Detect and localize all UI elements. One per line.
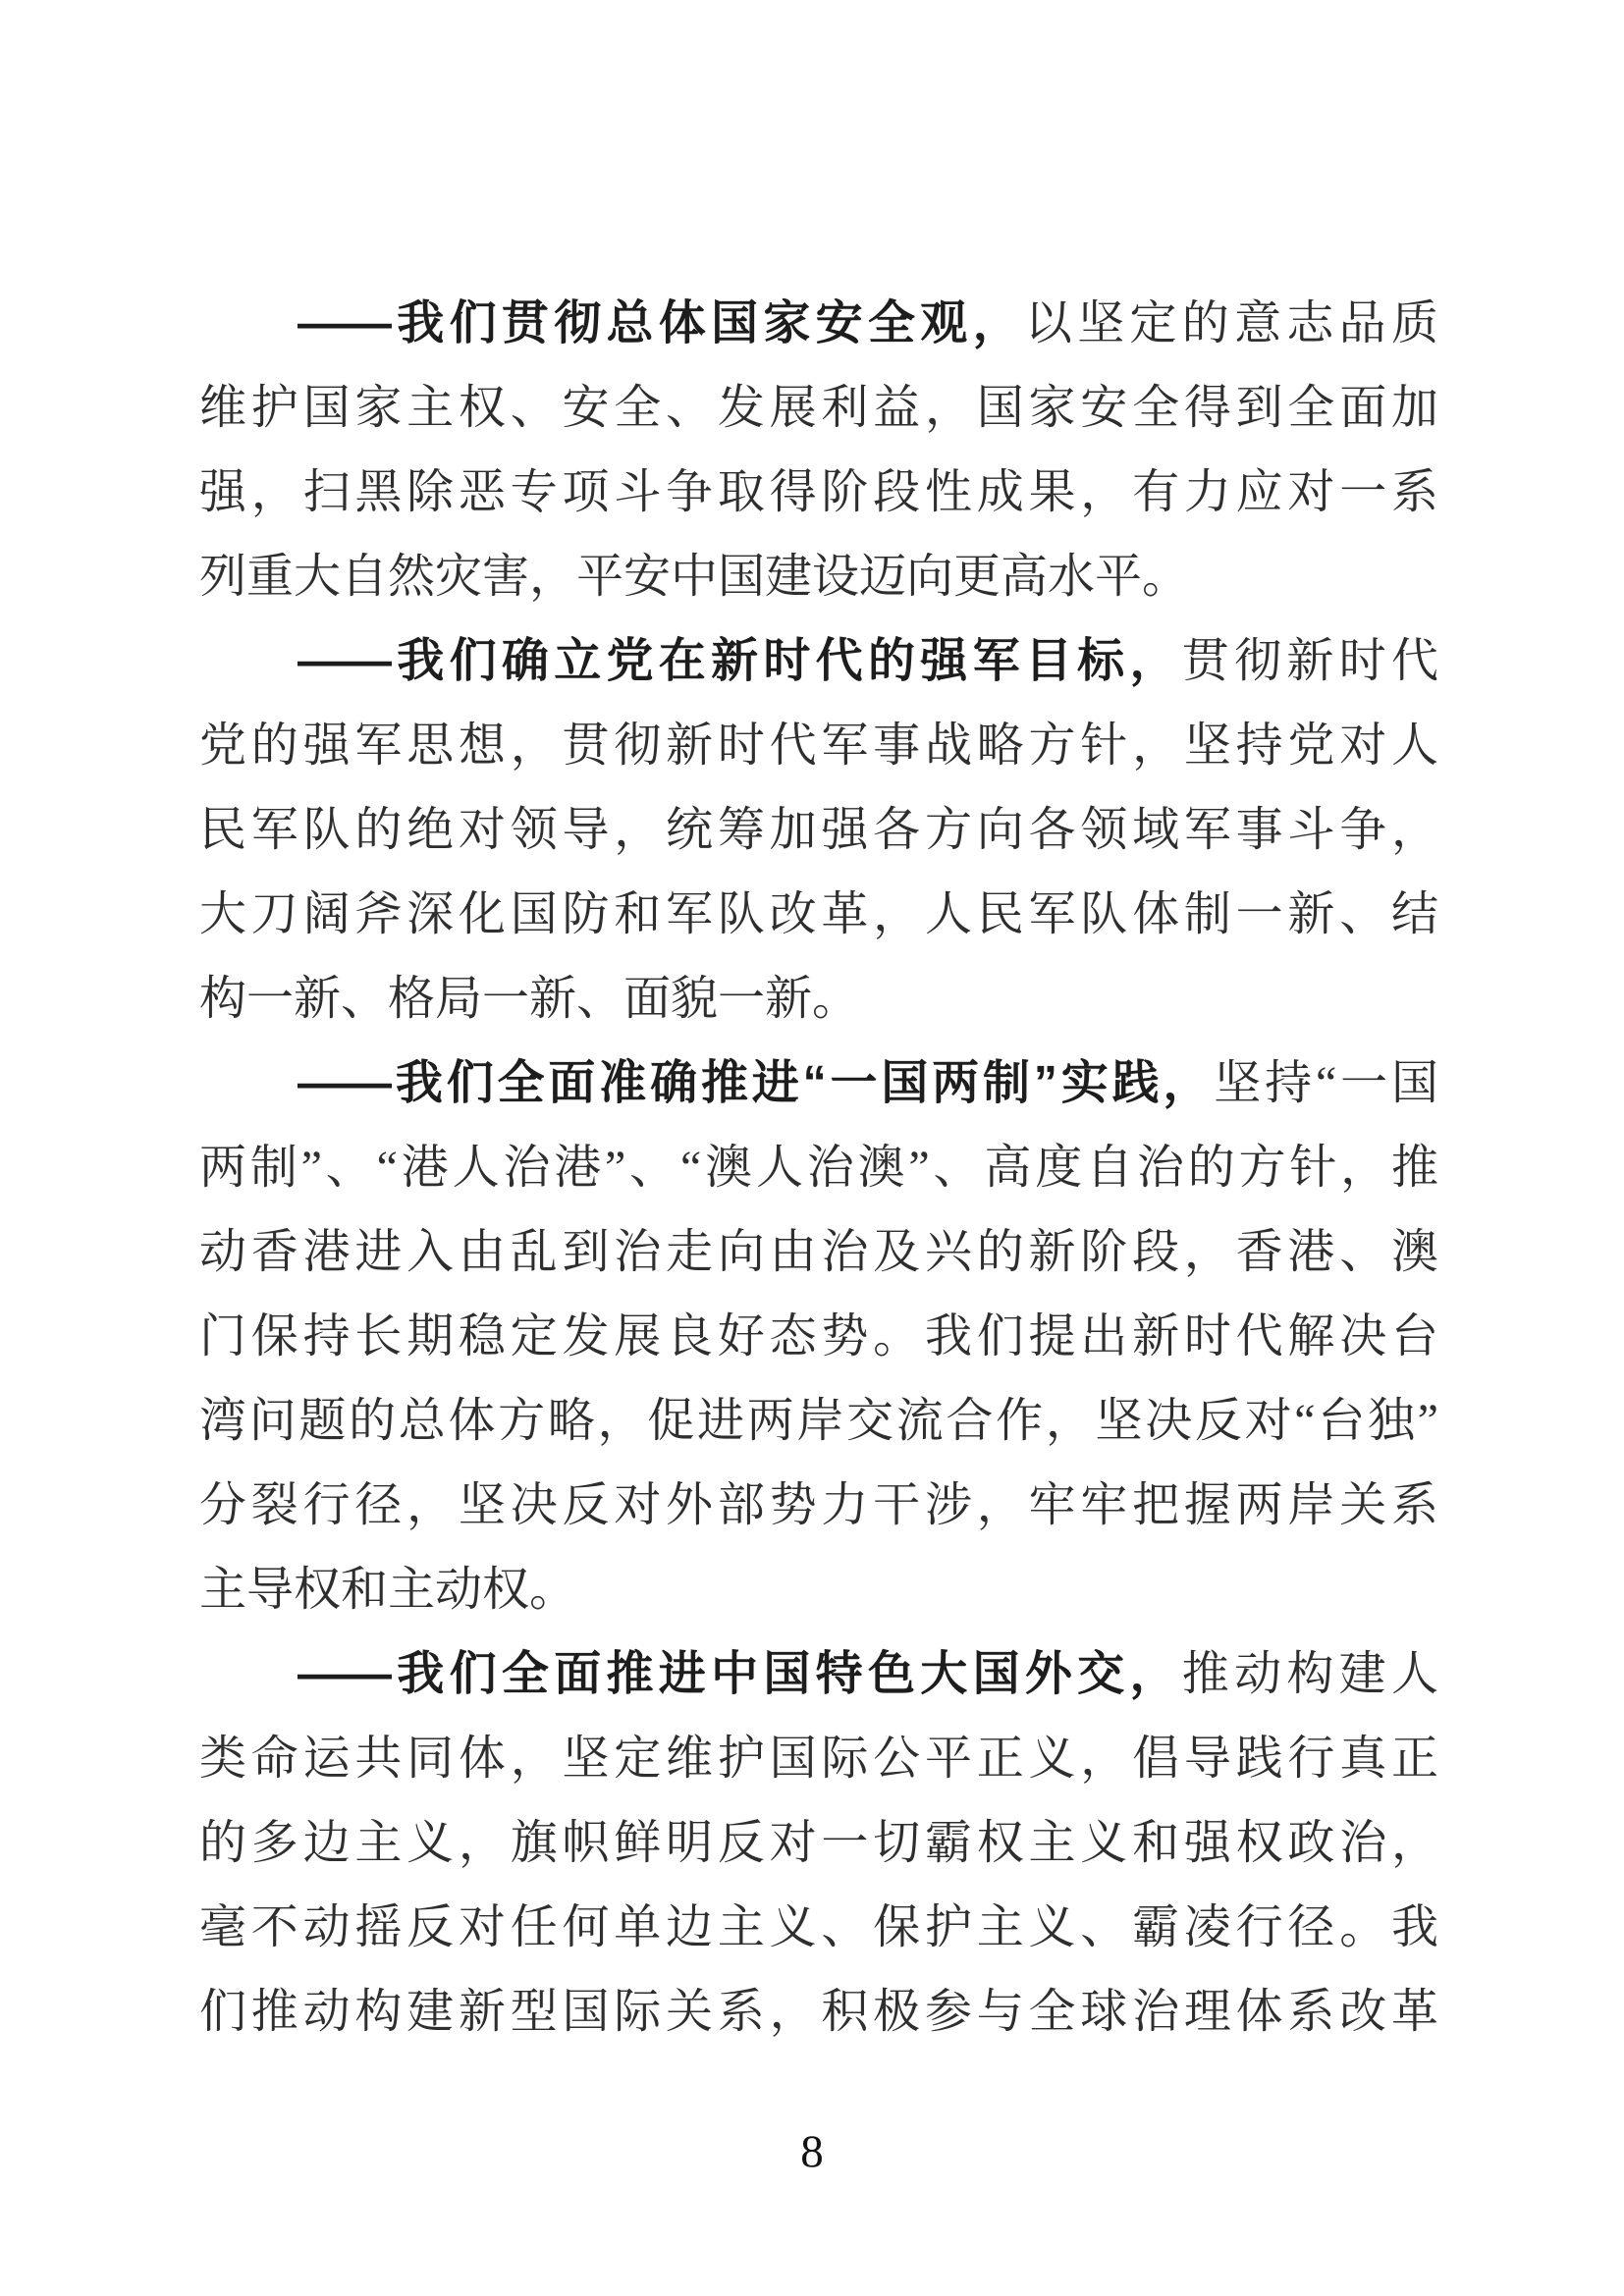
text-line bbox=[199, 1379, 1438, 1464]
text-line bbox=[199, 1717, 1438, 1801]
bold-lead-segment: ——我们全面准确推进“一国两制”实践， bbox=[298, 1057, 1215, 1109]
text-line bbox=[199, 1464, 1438, 1548]
text-line bbox=[199, 957, 1438, 1041]
text-segment: 维护国家主权、安全、发展利益，国家安全得到全面加 bbox=[199, 382, 1438, 434]
text-line bbox=[199, 619, 1438, 704]
text-line bbox=[199, 1801, 1438, 1886]
page-number: 8 bbox=[800, 2126, 824, 2177]
text-segment: 大刀阔斧深化国防和军队改革，人民军队体制一新、结 bbox=[199, 888, 1438, 940]
paragraph bbox=[199, 282, 1438, 619]
text-line bbox=[199, 535, 1438, 619]
text-line bbox=[199, 1210, 1438, 1295]
text-segment: 类命运共同体，坚定维护国际公平正义，倡导践行真正 bbox=[199, 1733, 1438, 1785]
text-segment: 民军队的绝对领导，统筹加强各方向各领域军事斗争， bbox=[199, 804, 1438, 856]
text-line bbox=[199, 1886, 1438, 1970]
bold-lead-segment: ——我们贯彻总体国家安全观， bbox=[298, 297, 1025, 349]
text-segment: 分裂行径，坚决反对外部势力干涉，牢牢把握两岸关系 bbox=[199, 1479, 1438, 1531]
text-line bbox=[199, 451, 1438, 535]
text-segment: 两制”、“港人治港”、“澳人治澳”、高度自治的方针，推 bbox=[199, 1142, 1438, 1194]
text-segment: 贯彻新时代 bbox=[1181, 635, 1438, 687]
text-line bbox=[199, 704, 1438, 788]
text-segment: 强，扫黑除恶专项斗争取得阶段性成果，有力应对一系 bbox=[199, 466, 1438, 518]
text-line bbox=[199, 1041, 1438, 1126]
bold-lead-segment: ——我们确立党在新时代的强军目标， bbox=[298, 635, 1182, 687]
paragraph bbox=[199, 1632, 1438, 2055]
body-text bbox=[199, 282, 1438, 2055]
text-line bbox=[199, 1126, 1438, 1210]
text-segment: 的多边主义，旗帜鲜明反对一切霸权主义和强权政治， bbox=[199, 1817, 1438, 1869]
text-segment: 坚持“一国 bbox=[1214, 1057, 1438, 1109]
paragraph bbox=[199, 1041, 1438, 1632]
text-segment: 党的强军思想，贯彻新时代军事战略方针，坚持党对人 bbox=[199, 720, 1438, 772]
text-line bbox=[199, 1632, 1438, 1717]
text-segment: 毫不动摇反对任何单边主义、保护主义、霸凌行径。我 bbox=[199, 1901, 1438, 1953]
text-line bbox=[199, 366, 1438, 451]
text-segment: 湾问题的总体方略，促进两岸交流合作，坚决反对“台独” bbox=[199, 1395, 1438, 1447]
text-segment: 构一新、格局一新、面貌一新。 bbox=[199, 973, 860, 1025]
text-line bbox=[199, 788, 1438, 873]
text-line bbox=[199, 1295, 1438, 1379]
text-segment: 门保持长期稳定发展良好态势。我们提出新时代解决台 bbox=[199, 1310, 1438, 1362]
text-segment: 动香港进入由乱到治走向由治及兴的新阶段，香港、澳 bbox=[199, 1226, 1438, 1278]
text-segment: 推动构建人 bbox=[1181, 1648, 1438, 1700]
text-segment: 们推动构建新型国际关系，积极参与全球治理体系改革 bbox=[199, 1986, 1438, 2038]
bold-lead-segment: ——我们全面推进中国特色大国外交， bbox=[298, 1648, 1182, 1700]
text-segment: 列重大自然灾害，平安中国建设迈向更高水平。 bbox=[199, 551, 1190, 603]
text-line bbox=[199, 1548, 1438, 1632]
text-segment: 以坚定的意志品质 bbox=[1024, 297, 1438, 349]
text-line bbox=[199, 282, 1438, 366]
text-line bbox=[199, 873, 1438, 957]
text-segment: 主导权和主动权。 bbox=[199, 1564, 577, 1616]
text-line bbox=[199, 1970, 1438, 2055]
paragraph bbox=[199, 619, 1438, 1041]
